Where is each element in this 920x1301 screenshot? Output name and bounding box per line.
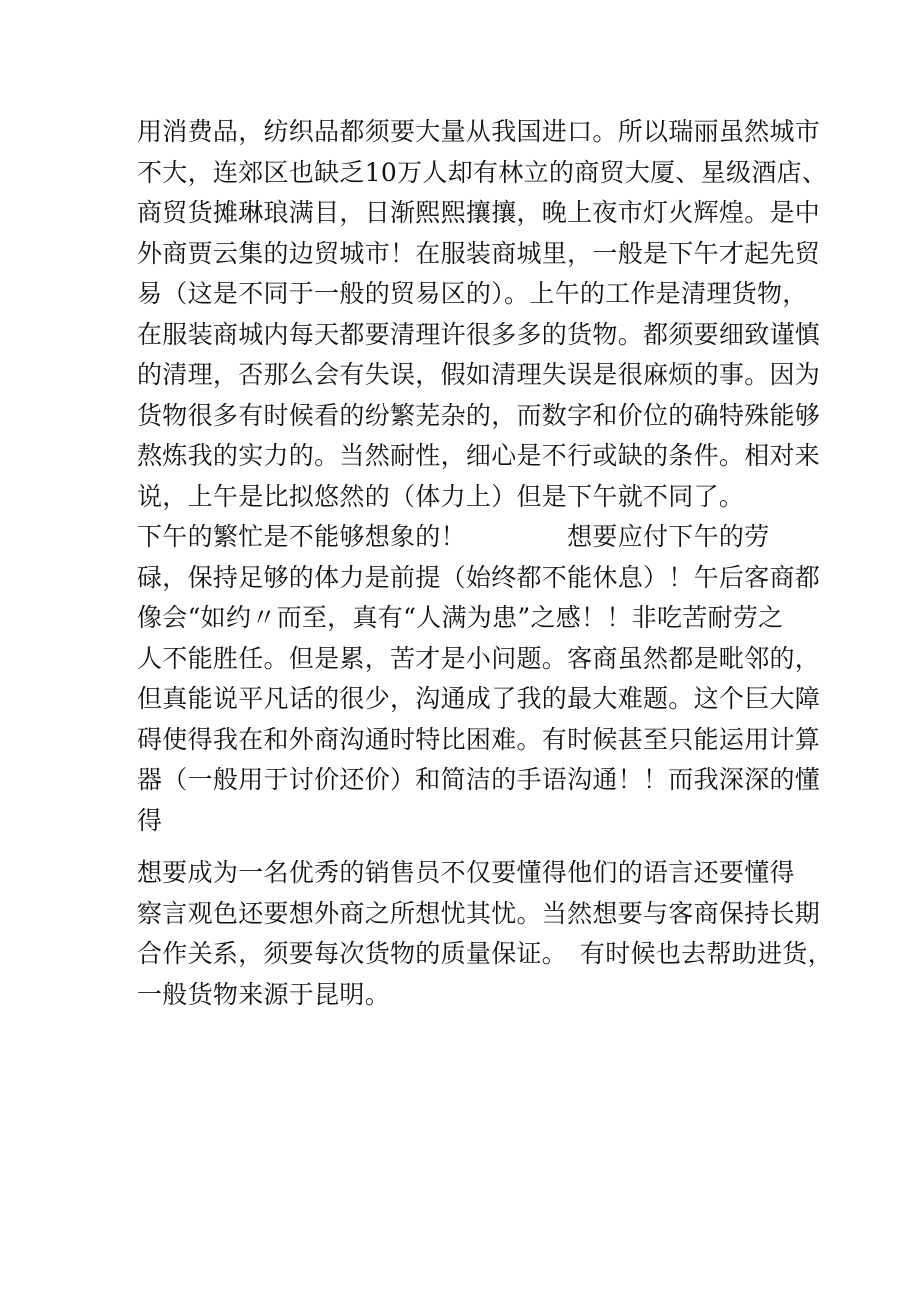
text-line: 一般货物来源于昆明。 [137,979,391,1009]
text-line: 商贸货摊琳琅满目，日渐熙熙攘攘，晚上夜市灯火辉煌。是中 [137,198,821,227]
text-line: 想要成为一名优秀的销售员不仅要懂得他们的语言还要懂得 [137,858,795,887]
text-line: 外商贾云集的边贸城市！在服装商城里，一般是下午才起先贸 [137,238,821,268]
text-line: 碍使得我在和外商沟通时特比困难。有时候甚至只能运用计算 [137,724,821,754]
text-line: 合作关系，须要每次货物的质量保证。 有时候也去帮助进货， [137,939,833,968]
text-line: 的清理，否那么会有失误，假如清理失误是很麻烦的事。因为 [137,360,821,389]
text-line: 下午的繁忙是不能够想象的！ 想要应付下午的劳 [137,522,770,551]
text-line: 货物很多有时候看的纷繁芜杂的，而数字和价位的确特殊能够 [137,400,821,430]
text-line: 察言观色还要想外商之所想忧其忧。当然想要与客商保持长期 [137,898,821,928]
text-line: 易（这是不同于一般的贸易区的）。上午的工作是清理货物， [137,279,808,308]
text-line: 但真能说平凡话的很少，沟通成了我的最大难题。这个巨大障 [137,684,821,713]
text-line: 像会“如约〃而至，真有“人满为患”之感！！非吃苦耐劳之 [137,603,784,632]
text-line: 熬炼我的实力的。当然耐性，细心是不行或缺的条件。相对来 [137,441,821,470]
document-body [137,112,833,1015]
text-line: 器（一般用于讨价还价）和简洁的手语沟通！！而我深深的懂 [137,765,821,794]
text-line: 人不能胜任。但是累，苦才是小问题。客商虽然都是毗邻的， [137,643,821,673]
text-line: 不大，连郊区也缺乏10万人却有林立的商贸大厦、星级酒店、 [137,157,828,187]
text-line: 得 [137,805,163,835]
text-line: 用消费品，纺织品都须要大量从我国进口。所以瑞丽虽然城市 [137,117,821,146]
text-line: 在服装商城内每天都要清理许很多多的货物。都须要细致谨慎 [137,319,821,349]
text-line: 碌，保持足够的体力是前提（始终都不能休息）！午后客商都 [137,562,821,592]
text-line: 说，上午是比拟悠然的（体力上）但是下午就不同了。 [137,481,745,511]
